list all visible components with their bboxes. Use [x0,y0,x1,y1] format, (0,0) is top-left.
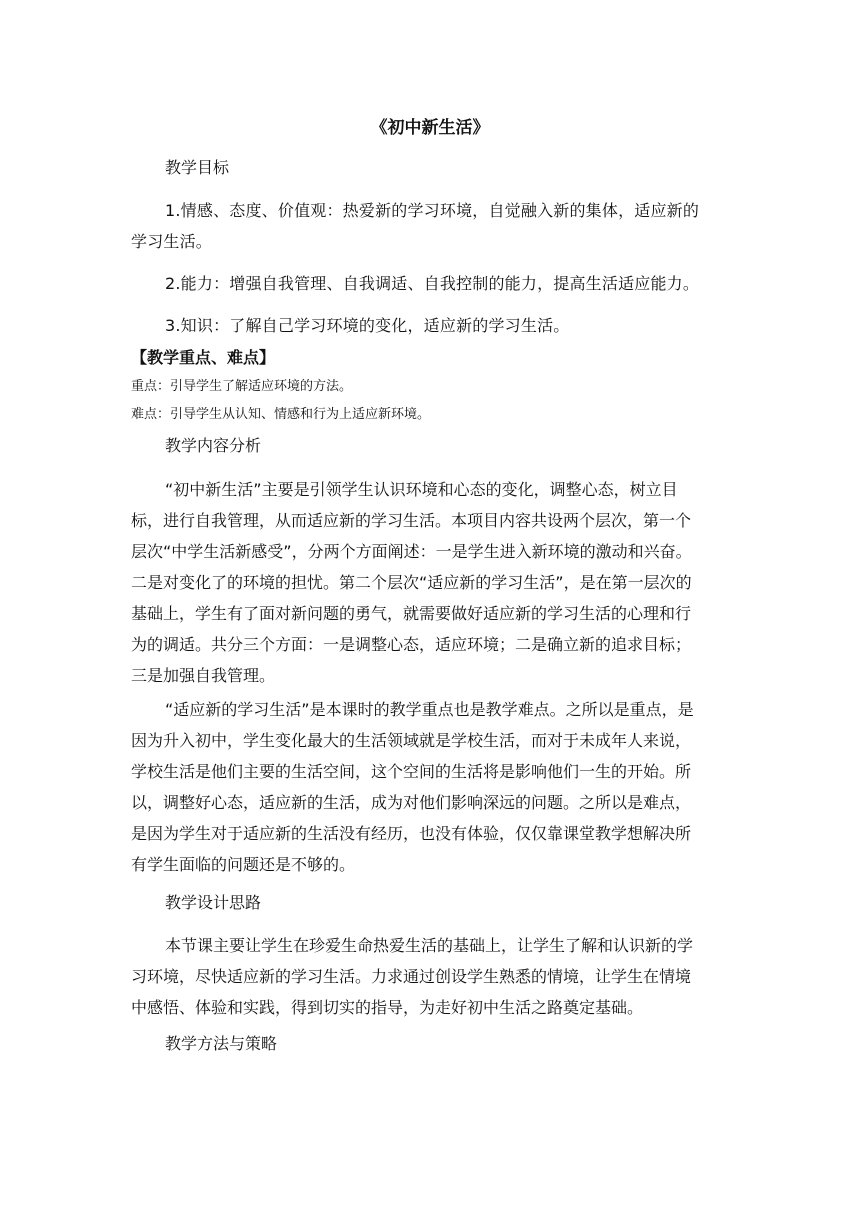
goal-3: 3.知识：了解自己学习环境的变化，适应新的学习生活。 [165,316,570,335]
analysis-p1-line: 标，进行自我管理，从而适应新的学习生活。本项目内容共设两个层次，第一个 [131,511,692,530]
doc-title: 《初中新生活》 [370,118,490,138]
analysis-p2-line: 是因为学生对于适应新的生活没有经历，也没有体验，仅仅靠课堂教学想解决所 [131,824,692,843]
design-heading: 教学设计思路 [165,893,262,912]
analysis-p1-line: 二是对变化了的环境的担忧。第二个层次“适应新的学习生活”，是在第一层次的 [131,573,692,592]
analysis-p2-line: 有学生面临的问题还是不够的。 [131,855,356,874]
analysis-p1-line: 基础上，学生有了面对新问题的勇气，就需要做好适应新的学习生活的心理和行 [131,604,692,623]
analysis-p2-line: “适应新的学习生活”是本课时的教学重点也是教学难点。之所以是重点，是 [165,700,694,719]
design-line: 中感悟、体验和实践，得到切实的指导，为走好初中生活之路奠定基础。 [131,998,644,1017]
design-line: 习环境，尽快适应新的学习生活。力求通过创设学生熟悉的情境，让学生在情境 [131,967,692,986]
difficult-point: 难点：引导学生从认知、情感和行为上适应新环境。 [131,407,431,422]
goal-2: 2.能力：增强自我管理、自我调适、自我控制的能力，提高生活适应能力。 [165,274,700,293]
analysis-p1-line: 三是加强自我管理。 [131,666,276,685]
analysis-paragraph-1 [131,474,731,691]
design-paragraph [131,930,731,1023]
analysis-p1-line: 层次“中学生活新感受”，分两个方面阐述：一是学生进入新环境的激动和兴奋。 [131,542,692,561]
analysis-p2-line: 因为升入初中，学生变化最大的生活领域就是学校生活，而对于未成年人来说， [131,731,692,750]
analysis-paragraph-2 [131,694,731,880]
analysis-p1-line: “初中新生活”主要是引领学生认识环境和心态的变化，调整心态，树立目 [165,480,678,499]
methods-heading: 教学方法与策略 [165,1034,278,1053]
analysis-p1-line: 为的调适。共分三个方面：一是调整心态，适应环境；二是确立新的追求目标； [131,635,692,654]
design-line: 本节课主要让学生在珍爱生命热爱生活的基础上，让学生了解和认识新的学 [165,936,694,955]
goals-heading: 教学目标 [165,158,230,177]
keypoints-heading: 【教学重点、难点】 [131,348,276,367]
analysis-p2-line: 以，调整好心态，适应新的生活，成为对他们影响深远的问题。之所以是难点， [131,793,692,812]
analysis-p2-line: 学校生活是他们主要的生活空间，这个空间的生活将是影响他们一生的开始。所 [131,762,692,781]
key-point: 重点：引导学生了解适应环境的方法。 [131,379,353,394]
goal-1-line-2: 学习生活。 [131,232,213,251]
analysis-heading: 教学内容分析 [165,436,262,455]
goal-1-line-1: 1.情感、态度、价值观：热爱新的学习环境，自觉融入新的集体，适应新的 [165,201,700,220]
